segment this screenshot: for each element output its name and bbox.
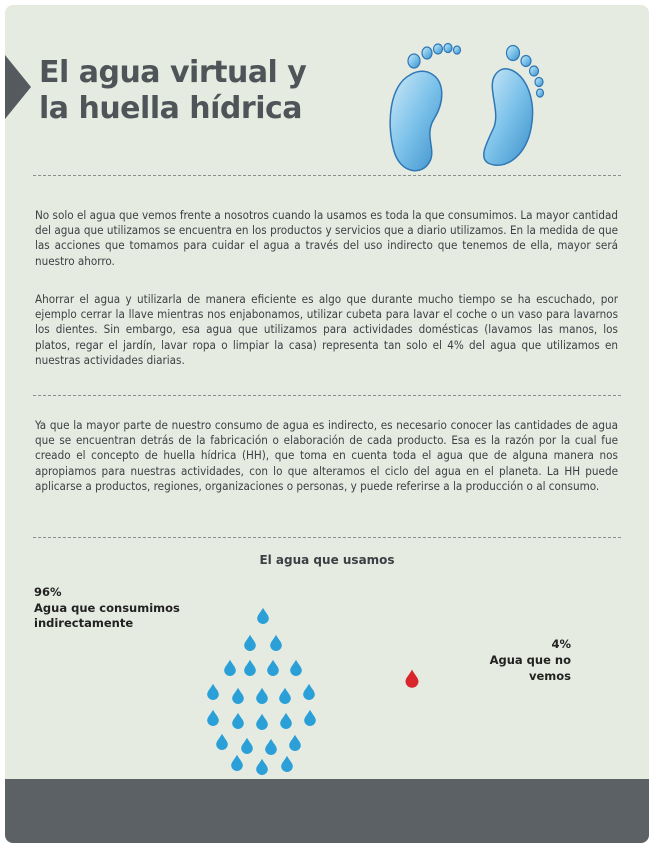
title-line-2: la huella hídrica [39, 91, 303, 126]
water-drop-icon [256, 688, 268, 704]
footprints-icon [380, 23, 555, 183]
water-drop-icon [290, 660, 302, 676]
water-drop-icon [241, 738, 253, 754]
water-drop-icon [207, 684, 219, 700]
water-drop-icon [257, 608, 269, 624]
water-drop-icon [280, 713, 292, 729]
water-drop-icon [267, 660, 279, 676]
indirect-label-line-2: indirectamente [34, 616, 134, 630]
infographic-panel [5, 5, 649, 843]
water-drop-icon [231, 755, 243, 771]
water-drop-icon [232, 713, 244, 729]
water-drop-icon [304, 710, 316, 726]
water-drop-icon [270, 635, 282, 651]
water-drop-icon [256, 759, 268, 775]
chart-title: El agua que usamos [259, 553, 395, 567]
water-drop-icon [256, 714, 268, 730]
water-drop-icon [244, 635, 256, 651]
right-footprint [484, 46, 544, 166]
water-drop-icon [244, 660, 256, 676]
indirect-label-line-1: Agua que consumimos [34, 601, 180, 615]
direct-label-line-2: vemos [528, 669, 571, 683]
direct-percent-label: 4% [551, 637, 571, 651]
water-drop-icon [207, 710, 219, 726]
indirect-water-drops [195, 599, 325, 784]
water-drop-icon [406, 670, 419, 688]
water-drop-icon [281, 756, 293, 772]
water-drop-icon [232, 688, 244, 704]
divider [33, 537, 621, 538]
water-drop-icon [289, 735, 301, 751]
section-arrow-marker [5, 55, 31, 119]
footer-water-band [5, 779, 649, 843]
page-title [39, 55, 339, 127]
left-footprint [390, 44, 460, 171]
paragraph-2: Ahorrar el agua y utilizarla de manera eficiente es algo que durante mucho tiempo se ha escuchado, por ejemplo cerrar la llave mientras nos enjabonamos, utilizar cubeta para lavar el coche o un vaso para lavarnos los dientes. Sin embargo, esa agua que utilizamos para actividades domésticas (lavamos las manos, los platos, regar el jardín, lavar ropa o limpiar la casa) representa tan solo el 4% del agua que utilizamos en nuestras actividades diarias. [35, 292, 618, 367]
divider [33, 175, 621, 176]
water-drop-icon [265, 739, 277, 755]
indirect-percent-label: 96% [34, 585, 62, 599]
water-drop-icon [224, 660, 236, 676]
water-drop-icon [303, 684, 315, 700]
water-drop-icon [279, 688, 291, 704]
divider [33, 395, 621, 396]
direct-label-line-1: Agua que no [489, 653, 571, 667]
direct-water-drop [401, 665, 423, 691]
water-drop-icon [216, 734, 228, 750]
paragraph-3: Ya que la mayor parte de nuestro consumo de agua es indirecto, es necesario conocer las cantidades de agua que se encuentran detrás de la fabricación o elaboración de cada producto. Esa es la razón por la cual fue creado el concepto de huella hídrica (HH), que toma en cuenta toda el agua que de alguna manera nos apropiamos para nuestras actividades, con lo que alteramos el ciclo del agua en el planeta. La HH puede aplicarse a productos, regiones, organizaciones o personas, y puede referirse a la producción o al consumo. [35, 418, 618, 493]
paragraph-1: No solo el agua que vemos frente a nosotros cuando la usamos es toda la que consumimos. La mayor cantidad del agua que utilizamos se encuentra en los productos y servicios que a diario utilizamos. En la medida de que las acciones que tomamos para cuidar el agua a través del uso indirecto que tenemos de ella, mayor será nuestro ahorro. [35, 208, 618, 268]
title-line-1: El agua virtual y [39, 55, 307, 90]
